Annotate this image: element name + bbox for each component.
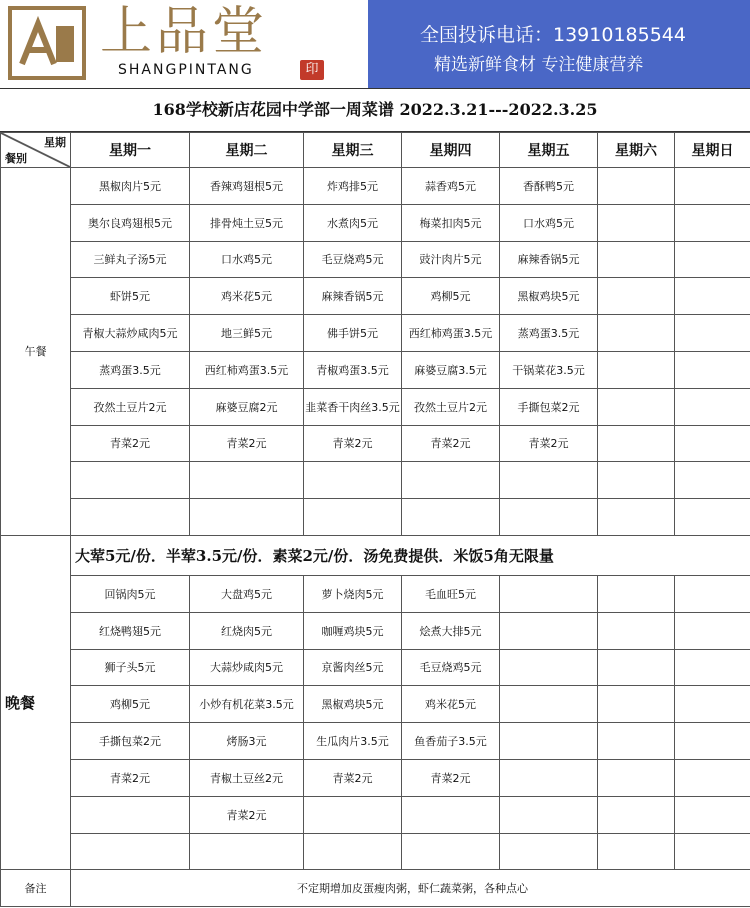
dinner-dish-cell: 生瓜肉片3.5元 — [304, 723, 402, 760]
lunch-dish-cell — [675, 204, 750, 241]
lunch-dish-cell: 手撕包菜2元 — [500, 388, 598, 425]
dinner-dish-cell — [71, 833, 190, 870]
corner-cell — [1, 133, 71, 168]
dinner-dish-cell — [500, 833, 598, 870]
dinner-dish-cell: 萝卜烧肉5元 — [304, 575, 402, 612]
dinner-label: 晚餐 — [1, 535, 71, 869]
brand-logo-area — [0, 0, 368, 88]
dinner-dish-cell — [675, 686, 750, 723]
lunch-dish-cell: 青椒大蒜炒咸肉5元 — [71, 315, 190, 352]
lunch-dish-cell: 麻婆豆腐3.5元 — [402, 351, 500, 388]
contact-banner — [368, 0, 750, 88]
dinner-dish-cell — [675, 649, 750, 686]
lunch-dish-cell: 韭菜香干肉丝3.5元 — [304, 388, 402, 425]
lunch-dish-cell: 排骨炖土豆5元 — [190, 204, 304, 241]
lunch-row — [1, 351, 750, 388]
dinner-row — [1, 649, 750, 686]
lunch-dish-cell: 黑椒鸡块5元 — [500, 278, 598, 315]
remark-text: 不定期增加皮蛋瘦肉粥，虾仁蔬菜粥，各种点心 — [71, 870, 750, 907]
dinner-dish-cell — [500, 575, 598, 612]
lunch-dish-cell: 青菜2元 — [71, 425, 190, 462]
lunch-dish-cell — [675, 425, 750, 462]
day-header-mon: 星期一 — [71, 133, 190, 168]
dinner-dish-cell: 毛血旺5元 — [402, 575, 500, 612]
lunch-row — [1, 204, 750, 241]
dinner-dish-cell — [675, 575, 750, 612]
lunch-dish-cell: 蒜香鸡5元 — [402, 168, 500, 205]
lunch-dish-cell: 蒸鸡蛋3.5元 — [500, 315, 598, 352]
lunch-row — [1, 388, 750, 425]
lunch-dish-cell — [190, 462, 304, 499]
lunch-dish-cell — [675, 278, 750, 315]
header — [0, 0, 750, 88]
lunch-dish-cell: 鸡柳5元 — [402, 278, 500, 315]
lunch-dish-cell: 孜然土豆片2元 — [402, 388, 500, 425]
lunch-dish-cell — [675, 241, 750, 278]
dinner-dish-cell: 青菜2元 — [71, 759, 190, 796]
lunch-dish-cell: 口水鸡5元 — [500, 204, 598, 241]
lunch-dish-cell — [304, 499, 402, 536]
weekly-menu-table — [0, 132, 750, 907]
lunch-dish-cell — [190, 499, 304, 536]
dinner-row — [1, 796, 750, 833]
dinner-dish-cell — [304, 796, 402, 833]
lunch-dish-cell: 鸡米花5元 — [190, 278, 304, 315]
dinner-dish-cell — [304, 833, 402, 870]
lunch-dish-cell — [500, 499, 598, 536]
dinner-dish-cell: 咖喱鸡块5元 — [304, 612, 402, 649]
lunch-dish-cell — [598, 241, 675, 278]
day-header-tue: 星期二 — [190, 133, 304, 168]
lunch-dish-cell — [71, 499, 190, 536]
day-header-fri: 星期五 — [500, 133, 598, 168]
lunch-dish-cell: 麻辣香锅5元 — [304, 278, 402, 315]
complaint-hotline: 全国投诉电话：13910185544 — [420, 24, 686, 46]
lunch-dish-cell: 麻辣香锅5元 — [500, 241, 598, 278]
lunch-dish-cell — [598, 388, 675, 425]
lunch-dish-cell — [675, 388, 750, 425]
lunch-dish-cell: 虾饼5元 — [71, 278, 190, 315]
day-header-row — [1, 133, 750, 168]
lunch-dish-cell — [598, 499, 675, 536]
dinner-dish-cell: 狮子头5元 — [71, 649, 190, 686]
lunch-dish-cell: 麻婆豆腐2元 — [190, 388, 304, 425]
dinner-dish-cell: 鱼香茄子3.5元 — [402, 723, 500, 760]
dinner-dish-cell: 毛豆烧鸡5元 — [402, 649, 500, 686]
lunch-row — [1, 241, 750, 278]
remark-row — [1, 870, 750, 907]
dinner-dish-cell — [500, 723, 598, 760]
lunch-dish-cell — [598, 462, 675, 499]
brand-name-cn: 上品堂 — [100, 2, 269, 62]
lunch-dish-cell: 奥尔良鸡翅根5元 — [71, 204, 190, 241]
dinner-row — [1, 686, 750, 723]
dinner-dish-cell: 青菜2元 — [402, 759, 500, 796]
dinner-row — [1, 833, 750, 870]
slogan: 精选新鲜食材 专注健康营养 — [434, 55, 644, 75]
dinner-dish-cell — [500, 796, 598, 833]
lunch-dish-cell — [675, 168, 750, 205]
lunch-dish-cell: 三鲜丸子汤5元 — [71, 241, 190, 278]
lunch-dish-cell: 青菜2元 — [190, 425, 304, 462]
lunch-dish-cell: 炸鸡排5元 — [304, 168, 402, 205]
dinner-dish-cell: 大蒜炒咸肉5元 — [190, 649, 304, 686]
dinner-dish-cell: 鸡米花5元 — [402, 686, 500, 723]
dinner-dish-cell: 回锅肉5元 — [71, 575, 190, 612]
lunch-dish-cell: 西红柿鸡蛋3.5元 — [402, 315, 500, 352]
corner-day-label: 星期 — [44, 136, 66, 149]
dinner-dish-cell — [402, 833, 500, 870]
menu-title: 168学校新店花园中学部一周菜谱 2022.3.21---2022.3.25 — [0, 88, 750, 132]
lunch-dish-cell: 佛手饼5元 — [304, 315, 402, 352]
dinner-row — [1, 723, 750, 760]
lunch-dish-cell: 梅菜扣肉5元 — [402, 204, 500, 241]
lunch-dish-cell — [304, 462, 402, 499]
lunch-dish-cell — [71, 462, 190, 499]
price-notice-row — [1, 535, 750, 575]
lunch-dish-cell: 青菜2元 — [402, 425, 500, 462]
seal-icon: 印 — [300, 60, 324, 80]
lunch-dish-cell: 蒸鸡蛋3.5元 — [71, 351, 190, 388]
lunch-row — [1, 168, 750, 205]
lunch-dish-cell: 青椒鸡蛋3.5元 — [304, 351, 402, 388]
dinner-dish-cell — [598, 612, 675, 649]
dinner-dish-cell — [598, 575, 675, 612]
lunch-dish-cell: 豉汁肉片5元 — [402, 241, 500, 278]
lunch-dish-cell: 青菜2元 — [500, 425, 598, 462]
dinner-dish-cell — [598, 796, 675, 833]
dinner-dish-cell: 小炒有机花菜3.5元 — [190, 686, 304, 723]
lunch-dish-cell: 毛豆烧鸡5元 — [304, 241, 402, 278]
dinner-dish-cell — [675, 833, 750, 870]
lunch-dish-cell: 香酥鸭5元 — [500, 168, 598, 205]
dinner-dish-cell — [71, 796, 190, 833]
dinner-dish-cell — [500, 649, 598, 686]
dinner-dish-cell — [500, 612, 598, 649]
lunch-dish-cell — [675, 351, 750, 388]
lunch-dish-cell: 孜然土豆片2元 — [71, 388, 190, 425]
dinner-dish-cell: 京酱肉丝5元 — [304, 649, 402, 686]
lunch-dish-cell — [675, 315, 750, 352]
lunch-dish-cell — [598, 168, 675, 205]
dinner-dish-cell: 红烧鸭翅5元 — [71, 612, 190, 649]
dinner-dish-cell: 黑椒鸡块5元 — [304, 686, 402, 723]
lunch-dish-cell — [598, 278, 675, 315]
brand-logo-icon — [8, 6, 86, 80]
dinner-dish-cell — [675, 796, 750, 833]
lunch-row — [1, 499, 750, 536]
lunch-dish-cell: 水煮肉5元 — [304, 204, 402, 241]
price-notice: 大荤5元/份．半荤3.5元/份．素菜2元/份．汤免费提供．米饭5角无限量 — [71, 535, 750, 575]
day-header-sun: 星期日 — [675, 133, 750, 168]
dinner-dish-cell: 烤肠3元 — [190, 723, 304, 760]
dinner-dish-cell — [675, 723, 750, 760]
dinner-dish-cell — [675, 759, 750, 796]
dinner-dish-cell: 青菜2元 — [304, 759, 402, 796]
dinner-dish-cell: 手撕包菜2元 — [71, 723, 190, 760]
dinner-dish-cell — [190, 833, 304, 870]
dinner-dish-cell: 烩煮大排5元 — [402, 612, 500, 649]
dinner-dish-cell — [598, 759, 675, 796]
dinner-dish-cell — [598, 649, 675, 686]
lunch-row — [1, 315, 750, 352]
lunch-dish-cell — [598, 315, 675, 352]
dinner-dish-cell — [402, 796, 500, 833]
brand-name-en: SHANGPINTANG — [118, 62, 254, 78]
lunch-label: 午餐 — [1, 168, 71, 536]
lunch-dish-cell: 干锅菜花3.5元 — [500, 351, 598, 388]
lunch-dish-cell — [402, 499, 500, 536]
day-header-sat: 星期六 — [598, 133, 675, 168]
dinner-dish-cell — [598, 723, 675, 760]
dinner-dish-cell — [598, 833, 675, 870]
corner-meal-label: 餐别 — [5, 152, 27, 165]
lunch-row — [1, 425, 750, 462]
day-header-wed: 星期三 — [304, 133, 402, 168]
lunch-row — [1, 278, 750, 315]
lunch-dish-cell: 青菜2元 — [304, 425, 402, 462]
dinner-dish-cell — [598, 686, 675, 723]
lunch-dish-cell — [598, 351, 675, 388]
lunch-dish-cell — [598, 204, 675, 241]
remark-label: 备注 — [1, 870, 71, 907]
lunch-dish-cell: 香辣鸡翅根5元 — [190, 168, 304, 205]
dinner-dish-cell: 青菜2元 — [190, 796, 304, 833]
lunch-row — [1, 462, 750, 499]
lunch-dish-cell — [598, 425, 675, 462]
lunch-dish-cell: 西红柿鸡蛋3.5元 — [190, 351, 304, 388]
dinner-dish-cell: 红烧肉5元 — [190, 612, 304, 649]
dinner-dish-cell: 青椒土豆丝2元 — [190, 759, 304, 796]
lunch-dish-cell: 黑椒肉片5元 — [71, 168, 190, 205]
dinner-dish-cell — [500, 686, 598, 723]
lunch-dish-cell: 地三鲜5元 — [190, 315, 304, 352]
lunch-dish-cell — [402, 462, 500, 499]
dinner-dish-cell: 鸡柳5元 — [71, 686, 190, 723]
dinner-dish-cell — [675, 612, 750, 649]
dinner-dish-cell — [500, 759, 598, 796]
dinner-row — [1, 612, 750, 649]
lunch-dish-cell — [675, 462, 750, 499]
lunch-dish-cell — [500, 462, 598, 499]
lunch-dish-cell: 口水鸡5元 — [190, 241, 304, 278]
lunch-dish-cell — [675, 499, 750, 536]
dinner-row — [1, 575, 750, 612]
dinner-row — [1, 759, 750, 796]
day-header-thu: 星期四 — [402, 133, 500, 168]
dinner-dish-cell: 大盘鸡5元 — [190, 575, 304, 612]
